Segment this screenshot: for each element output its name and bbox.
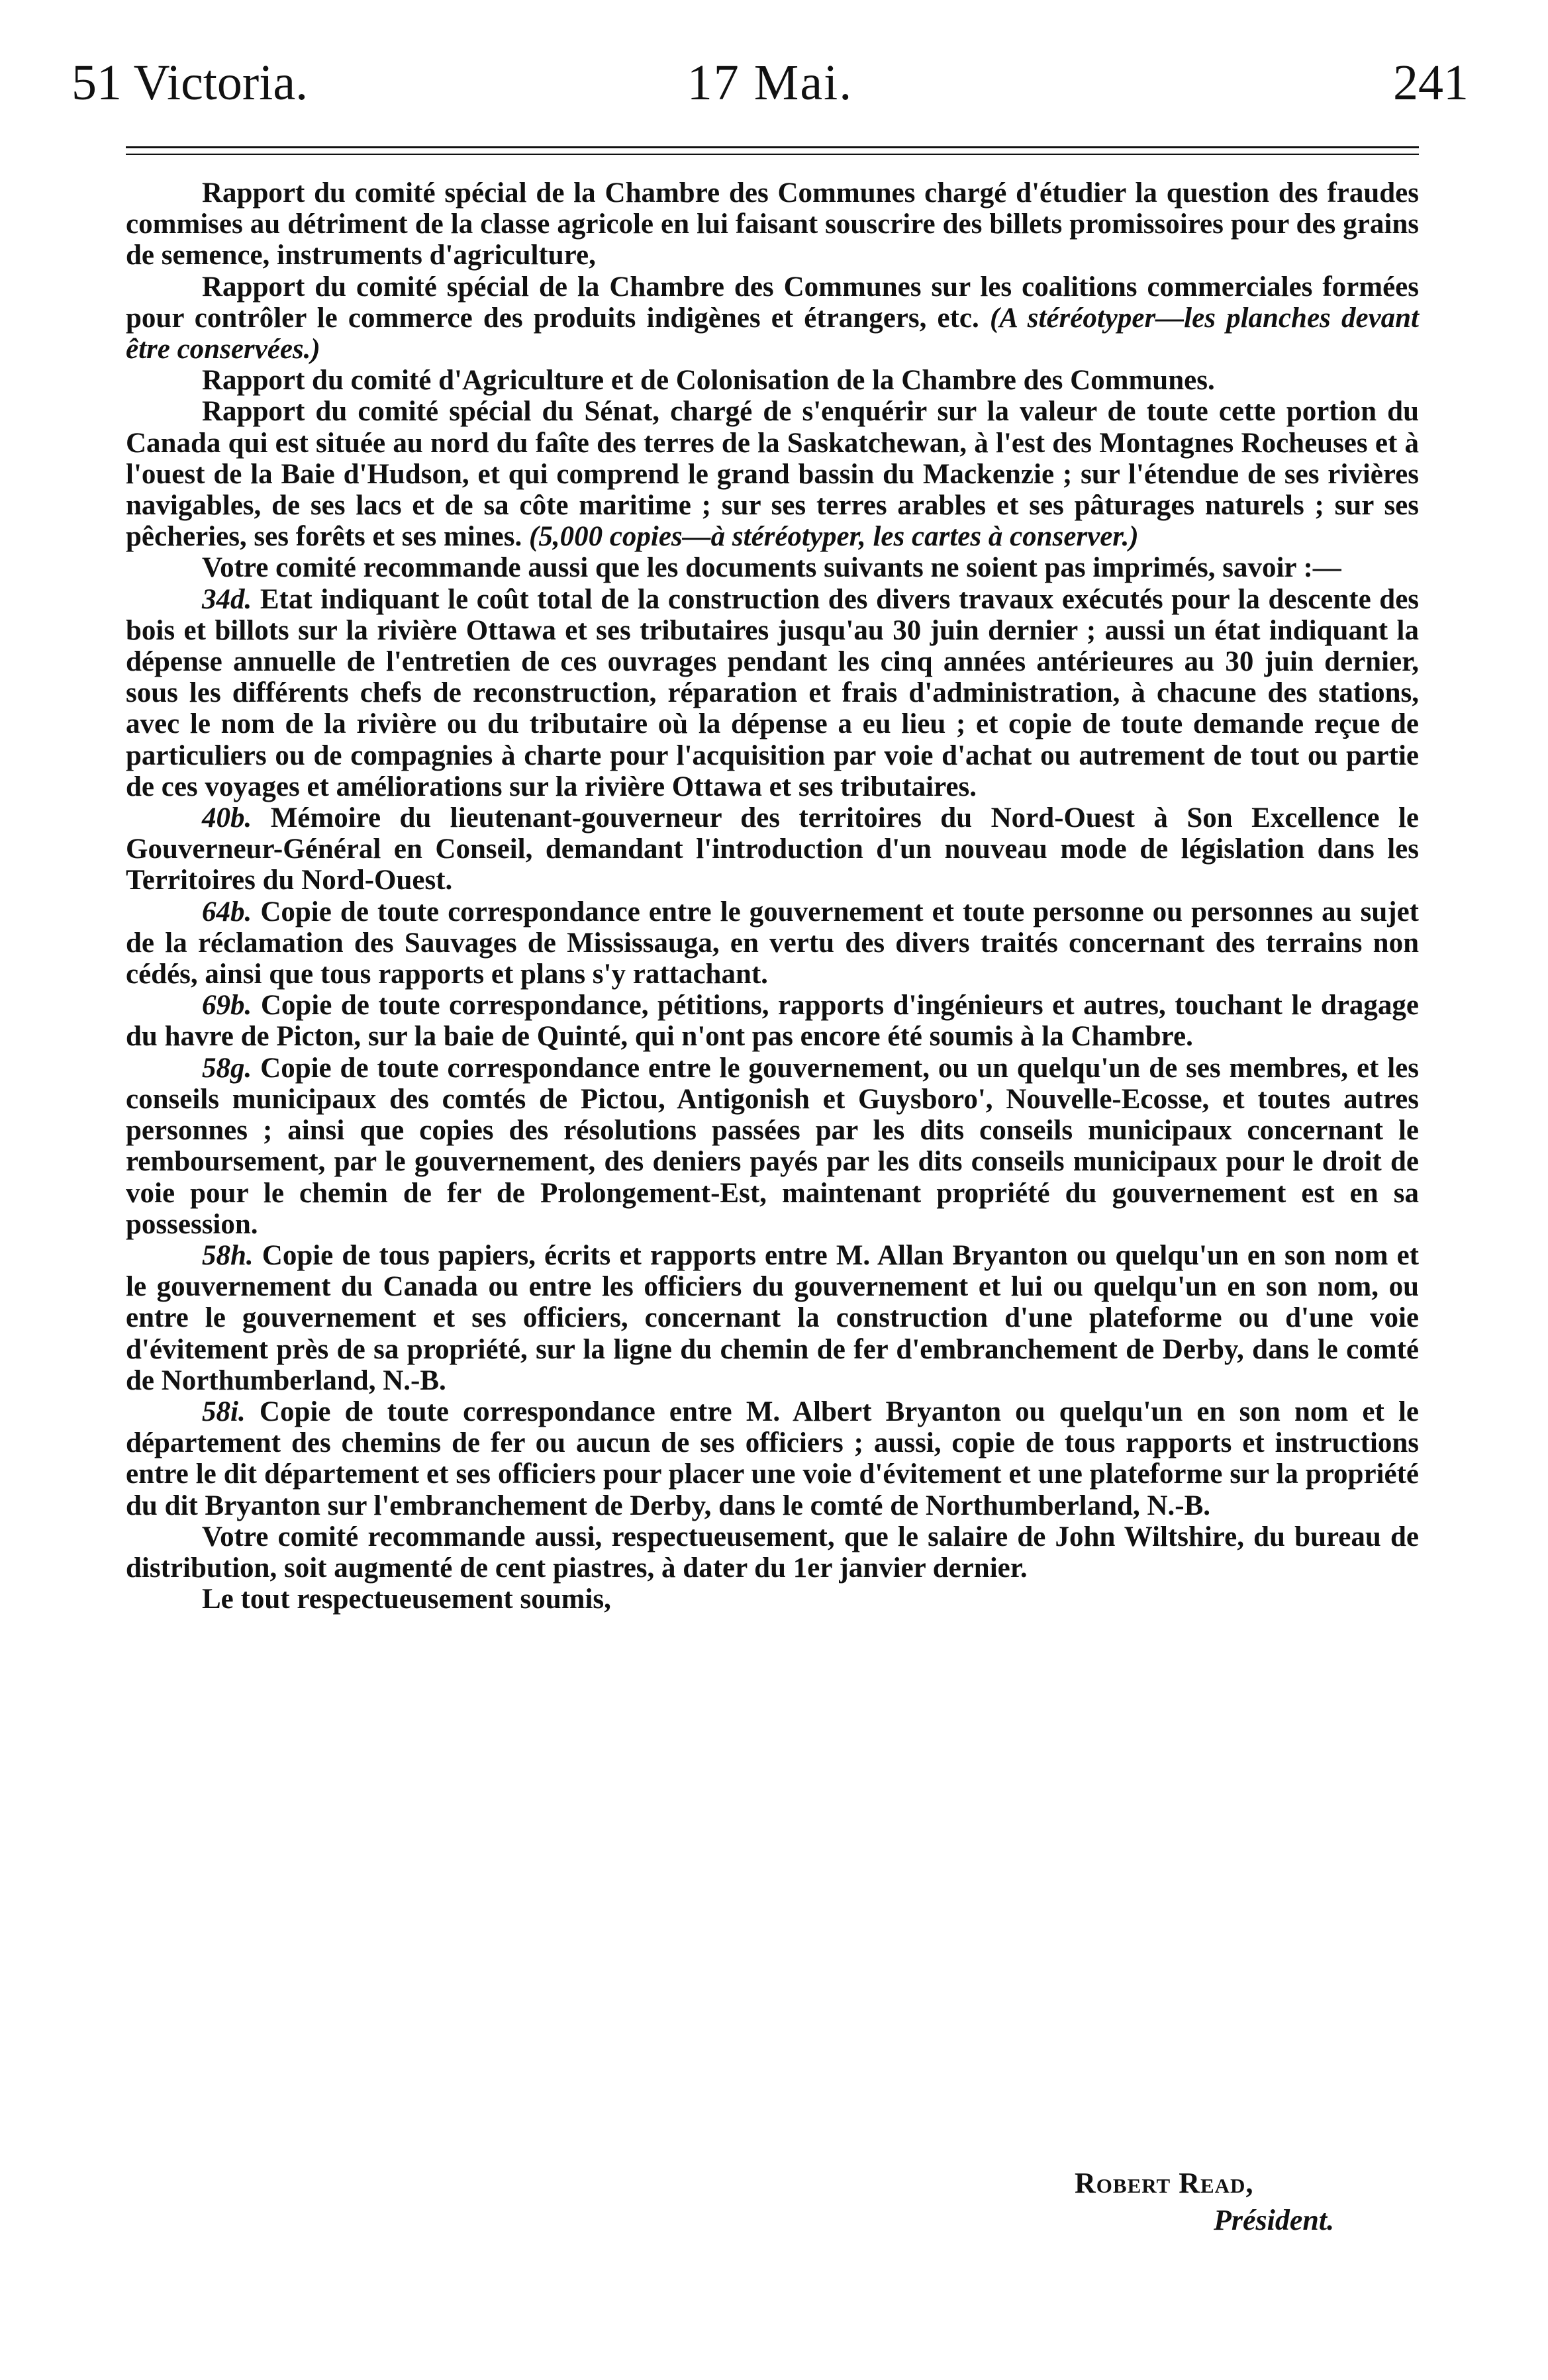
item-58i: 58i. Copie de toute correspondance entre M. Albert Bryanton ou quelqu'un en son nom et le département des chemins de fer ou aucun de ses officiers ; aussi, copie de tous rapports et instructions entre le dit département et ses officiers pour placer une voie d'évitement et une plateforme sur la propriété du dit Bryanton sur l'embranchement de Derby, dans le comté de Northumberland, N.-B. <box>126 1396 1420 1521</box>
page-number: 241 <box>1393 55 1469 111</box>
paragraph-coalitions: Rapport du comité spécial de la Chambre des Communes sur les coalitions commerciales formées pour contrôler le commerce des produits indigènes et étrangers, etc. (A stéréotyper—les planches devant être conservées.) <box>126 271 1419 365</box>
item-number: 40b. <box>202 802 252 834</box>
item-number: 58h. <box>202 1239 254 1271</box>
paragraph-agriculture: Rapport du comité d'Agriculture et de Colonisation de la Chambre des Communes. <box>202 365 1215 397</box>
paragraph-recommande: Votre comité recommande aussi que les documents suivants ne soient pas imprimés, savoir :— <box>202 552 1341 584</box>
signatory-title: Président. <box>1214 2204 1335 2236</box>
item-number: 64b. <box>202 896 252 928</box>
copies-note: (5,000 copies—à stéréotyper, les cartes à conserver.) <box>529 521 1139 553</box>
paragraph-salaire: Votre comité recommande aussi, respectueusement, que le salaire de John Wiltshire, du bureau de distribution, soit augmenté de cent piastres, à dater du 1er janvier dernier. <box>126 1521 1419 1584</box>
running-header <box>72 46 1469 119</box>
signatory-name: Robert Read, <box>1075 2167 1254 2199</box>
paragraph-fraudes: Rapport du comité spécial de la Chambre des Communes chargé d'étudier la question des fraudes commises au détriment de la classe agricole en lui faisant souscrire des billets promissoires pour des grains de semence, instruments d'agriculture, <box>126 177 1419 271</box>
header-date: 17 Mai. <box>687 55 853 111</box>
item-number: 58i. <box>202 1396 246 1427</box>
stereotype-note: (A stéréotyper—les planches devant être conservées.) <box>126 302 1419 365</box>
report-body <box>126 177 1419 1615</box>
item-number: 34d. <box>202 583 252 615</box>
item-58h: 58h. Copie de tous papiers, écrits et rapports entre M. Allan Bryanton ou quelqu'un en son nom et le gouvernement du Canada ou entre les officiers du gouvernement et lui ou quelqu'un en son nom, ou entre le gouvernement et ses officiers, concernant la construction d'une plateforme ou d'une voie d'évitement près de sa propriété, sur la ligne du chemin de fer d'embranchement de Derby, dans le comté de Northumberland, N.-B. <box>126 1239 1419 1396</box>
item-number: 58g. <box>202 1052 252 1084</box>
item-34d: 34d. Etat indiquant le coût total de la construction des divers travaux exécutés pour la descente des bois et billots sur la rivière Ottawa et ses tributaires jusqu'au 30 juin dernier ; aussi un état indiquant la dépense annuelle de l'entretien de ces ouvrages pendant les cinq années antérieures au 30 juin dernier, sous les différents chefs de reconstruction, réparation et frais d'administration, à chacune des stations, avec le nom de la rivière ou du tributaire où la dépense a eu lieu ; et copie de toute demande reçue de particuliers ou de compagnies à charte pour l'acquisition par voie d'achat ou autrement de tout ou partie de ces voyages et améliorations sur la rivière Ottawa et ses tributaires. <box>126 583 1420 802</box>
paragraph-senat: Rapport du comité spécial du Sénat, chargé de s'enquérir sur la valeur de toute cette portion du Canada qui est située au nord du faîte des terres de la Saskatchewan, à l'est des Montagnes Rocheuses et à l'ouest de la Baie d'Hudson, et qui comprend le grand bassin du Mackenzie ; sur l'étendue de ses rivières navigables, de ses lacs et de sa côte maritime ; sur ses terres arables et ses pâturages naturels ; sur ses pêcheries, ses forêts et ses mines. (5,000 copies—à stéréotyper, les cartes à conserver.) <box>126 396 1419 553</box>
header-rule-top <box>126 146 1419 148</box>
item-58g: 58g. Copie de toute correspondance entre le gouvernement, ou un quelqu'un de ses membres, et les conseils municipaux des comtés de Pictou, Antigonish et Guysboro', Nouvelle-Ecosse, et toutes autres personnes ; ainsi que copies des résolutions passées par les dits conseils municipaux concernant le remboursement, par le gouvernement, des deniers payés par les dits conseils municipaux pour le droit de voie pour le chemin de fer de Prolongement-Est, maintenant propriété du gouvernement est en sa possession. <box>126 1052 1420 1240</box>
header-session: 51 Victoria. <box>72 55 309 111</box>
signature-block <box>1075 2165 1419 2239</box>
item-number: 69b. <box>202 990 252 1022</box>
header-rule-bottom <box>126 154 1419 155</box>
item-69b: 69b. Copie de toute correspondance, pétitions, rapports d'ingénieurs et autres, touchant le dragage du havre de Picton, sur la baie de Quinté, qui n'ont pas encore été soumis à la Chambre. <box>126 990 1420 1053</box>
paragraph-closing: Le tout respectueusement soumis, <box>202 1584 611 1615</box>
item-64b: 64b. Copie de toute correspondance entre le gouvernement et toute personne ou personnes au sujet de la réclamation des Sauvages de Mississauga, en vertu des divers traités concernant des terrains non cédés, ainsi que tous rapports et plans s'y rattachant. <box>126 896 1419 990</box>
item-40b: 40b. Mémoire du lieutenant-gouverneur des territoires du Nord-Ouest à Son Excellence le Gouverneur-Général en Conseil, demandant l'introduction d'un nouveau mode de législation dans les Territoires du Nord-Ouest. <box>126 802 1419 896</box>
